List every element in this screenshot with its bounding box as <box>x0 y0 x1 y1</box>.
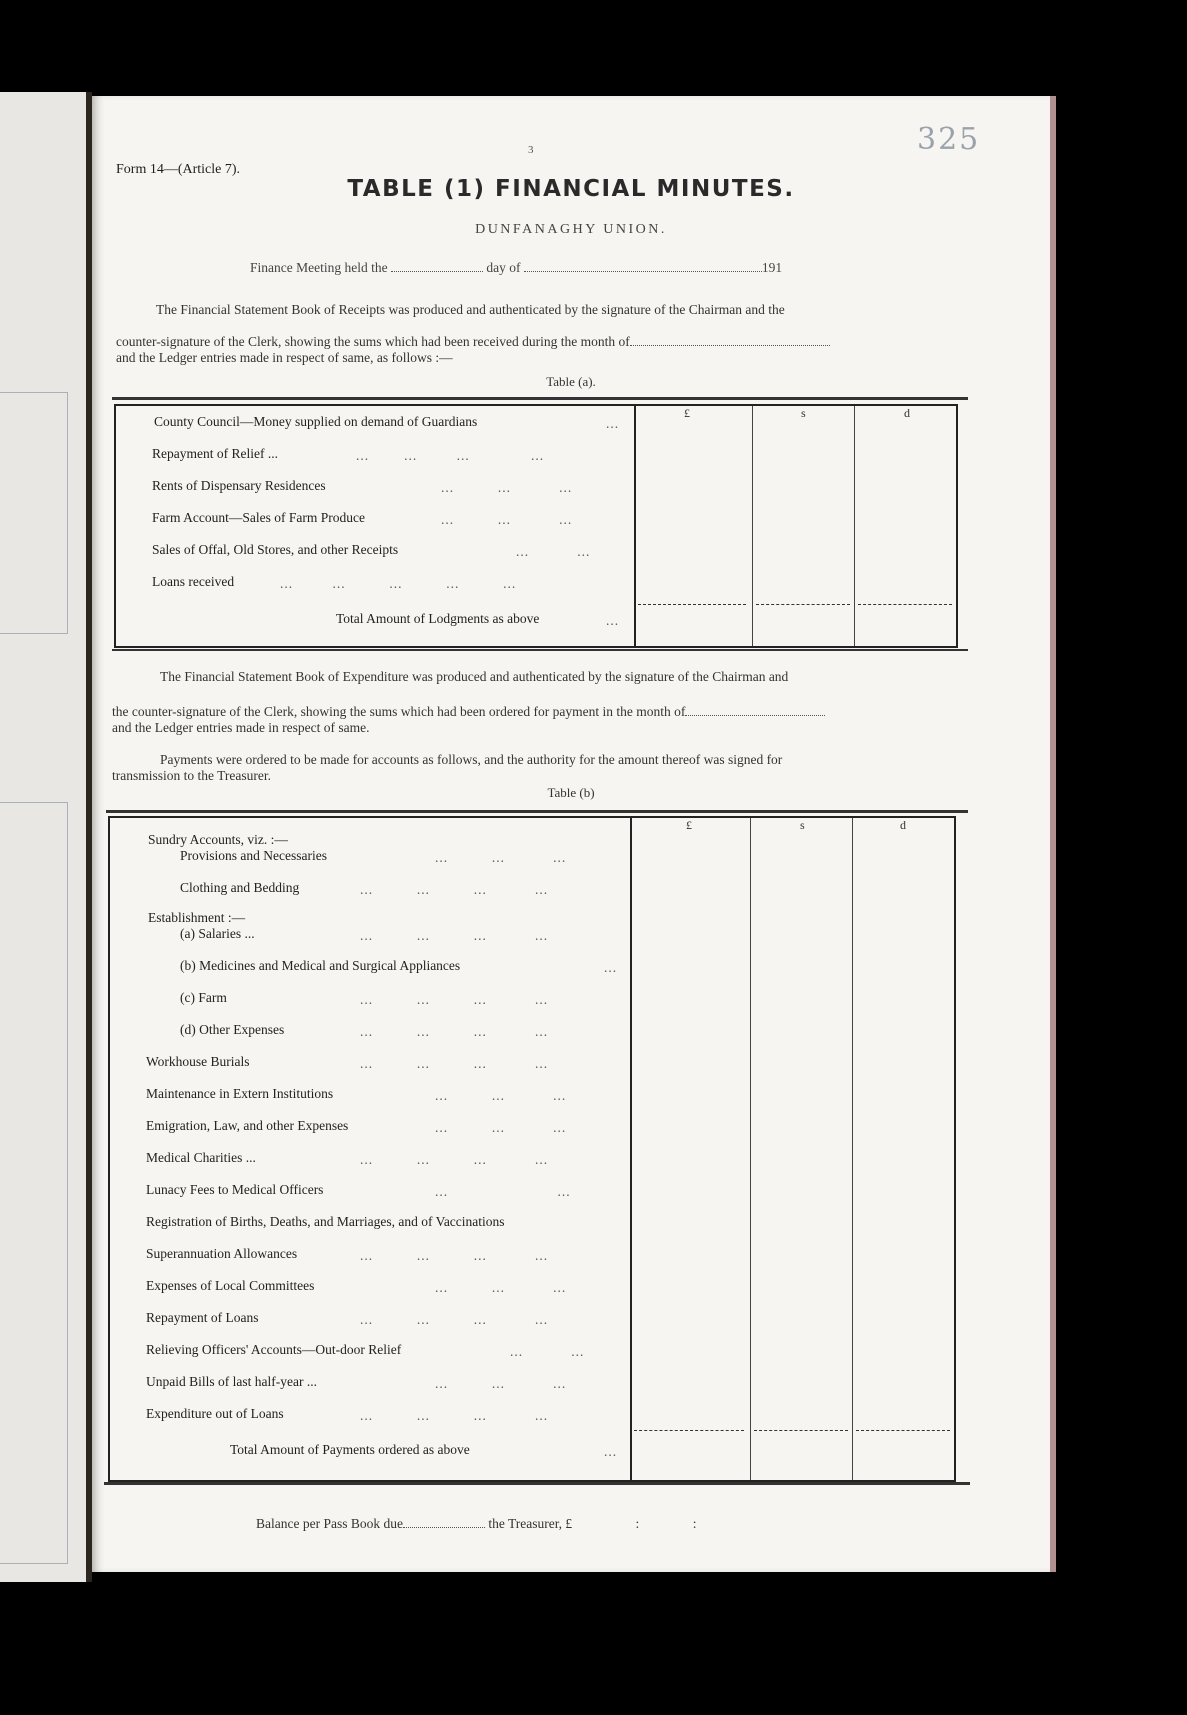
pence-column-divider <box>852 818 853 1480</box>
table-b-row: Lunacy Fees to Medical Officers <box>146 1182 324 1197</box>
receipts-para-line2: counter-signature of the Clerk, showing the sums which had been received during the month of <box>116 334 830 350</box>
receipts-para-line1: The Financial Statement Book of Receipts was produced and authenticated by the signature of the Chairman and the <box>156 302 785 317</box>
payments-para-line1: Payments were ordered to be made for accounts as follows, and the authority for the amount thereof was signed for <box>160 752 783 767</box>
subtotal-rule <box>634 1430 744 1431</box>
shilling-header: s <box>801 406 806 420</box>
month-blank[interactable] <box>524 260 762 272</box>
meeting-line <box>250 260 782 276</box>
receipts-month-blank[interactable] <box>630 334 830 346</box>
table-b-row: Registration of Births, Deaths, and Marriages, and of Vaccinations <box>146 1214 505 1229</box>
day-blank[interactable] <box>391 260 483 272</box>
table-a-row: Farm Account—Sales of Farm Produce <box>152 510 365 525</box>
subtotal-rule <box>856 1430 950 1431</box>
table-b-total: Total Amount of Payments ordered as above <box>230 1442 470 1457</box>
table-a-bottom-rule <box>112 649 968 651</box>
balance-blank[interactable] <box>403 1516 485 1528</box>
pound-header: £ <box>686 818 692 832</box>
table-b-bottom-rule <box>104 1482 970 1485</box>
meeting-year: 191 <box>761 260 783 275</box>
form-reference: Form 14—(Article 7). <box>116 162 241 177</box>
table-b-row: Superannuation Allowances <box>146 1246 298 1261</box>
meeting-mid: day of <box>486 260 521 275</box>
facing-table-frame <box>0 802 68 1564</box>
page-number: 325 <box>917 122 981 157</box>
money-column-divider <box>630 818 632 1480</box>
shilling-column-divider <box>750 818 751 1480</box>
table-a-row: Loans received <box>152 574 235 589</box>
shilling-column-divider <box>752 406 753 646</box>
pound-header: £ <box>684 406 690 420</box>
table-a-row: County Council—Money supplied on demand of Guardians <box>154 414 478 429</box>
expenditure-para-line1: The Financial Statement Book of Expenditure was produced and authenticated by the signature of the Chairman and <box>160 669 789 684</box>
table-b-row: Medical Charities ... <box>146 1150 256 1165</box>
table-b-row: Emigration, Law, and other Expenses <box>146 1118 349 1133</box>
table-b-row: Expenditure out of Loans <box>146 1406 284 1421</box>
table-b-row: Sundry Accounts, viz. :— <box>148 832 288 847</box>
table-b-row: (d) Other Expenses <box>180 1022 285 1037</box>
table-b-caption: Table (b) <box>547 785 595 800</box>
table-a: £ s d County Council—Money supplied on demand of Guardians Repayment of Relief ... Rents of Dispensary Residences Farm Account—Sales of Farm Produce Sales of Offal, Old Stores, and other Receipts Loans received Total Amount of Lodgments as above ... ... ... ... ... ... ... ... ... ... ... ... ... ... ... ... ... ... ... <box>114 404 958 648</box>
meeting-prefix: Finance Meeting held the <box>250 260 388 275</box>
table-a-row: Sales of Offal, Old Stores, and other Receipts <box>152 542 399 557</box>
expenditure-para-line2: the counter-signature of the Clerk, showing the sums which had been ordered for payment in the month of <box>112 704 825 720</box>
subtotal-rule <box>756 604 850 605</box>
expenditure-month-blank[interactable] <box>685 704 825 716</box>
table-a-row: Repayment of Relief ... <box>152 446 278 461</box>
facing-page <box>0 92 92 1582</box>
balance-sep1: : <box>635 1516 640 1531</box>
union-name: DUNFANAGHY UNION. <box>475 222 667 237</box>
table-b-row: Unpaid Bills of last half-year ... <box>146 1374 317 1389</box>
table-b-row: Relieving Officers' Accounts—Out-door Relief <box>146 1342 402 1357</box>
ledger-page <box>92 96 1050 1572</box>
table-a-rule <box>112 397 968 400</box>
table-b-row: Establishment :— <box>148 910 246 925</box>
table-b-row: (a) Salaries ... <box>180 926 255 941</box>
pence-header: d <box>904 406 910 420</box>
sheet-number: 3 <box>528 144 534 156</box>
balance-line <box>256 1516 696 1532</box>
table-a-row: Rents of Dispensary Residences <box>152 478 326 493</box>
balance-suffix: the Treasurer, £ <box>488 1516 573 1531</box>
subtotal-rule <box>754 1430 848 1431</box>
balance-prefix: Balance per Pass Book due <box>256 1516 403 1531</box>
page-edge <box>1050 96 1056 1572</box>
table-b-row: (c) Farm <box>180 990 227 1005</box>
balance-sep2: : <box>692 1516 697 1531</box>
table-b-row: Expenses of Local Committees <box>146 1278 315 1293</box>
subtotal-rule <box>858 604 952 605</box>
page-title: TABLE (1) FINANCIAL MINUTES. <box>347 176 795 202</box>
facing-table-frame <box>0 392 68 634</box>
shilling-header: s <box>800 818 805 832</box>
table-b-row: (b) Medicines and Medical and Surgical Appliances <box>180 958 461 973</box>
table-a-caption: Table (a). <box>546 374 596 389</box>
table-b-row: Maintenance in Extern Institutions <box>146 1086 334 1101</box>
pence-column-divider <box>854 406 855 646</box>
money-column-divider <box>634 406 636 646</box>
expenditure-para-line3: and the Ledger entries made in respect of same. <box>112 720 370 735</box>
table-b: £ s d Sundry Accounts, viz. :— Provisions and Necessaries Clothing and Bedding Establishment :— (a) Salaries ... (b) Medicines and Medical and Surgical Appliances (c) Farm (d) Other Expenses Workhouse Burials Maintenance in Extern Institutions Emigration, Law, and other Expenses Medical Charities ... Lunacy Fees to Medical Officers Registration of Births, Deaths, and Marriages, and of Vaccinations Superannuation Allowances Expenses of Local Committees Repayment of Loans Relieving Officers' Accounts—Out-door Relief Unpaid Bills of last half-year ... Expenditure out of Loans Total Amount of Payments ordered as above ... ... ... ... ... ... ... ... ... ... ... ... ... ... ... ... ... ... ... ... ... ... ... ... ... ... ... ... ... ... ... ... ... ... ... ... ... ... ... ... ... ... ... ... ... ... ... ... ... ... ... ... ... ... ... ... ... <box>108 816 956 1482</box>
table-b-row: Repayment of Loans <box>146 1310 259 1325</box>
table-b-row: Provisions and Necessaries <box>180 848 327 863</box>
subtotal-rule <box>638 604 746 605</box>
receipts-para-line3: and the Ledger entries made in respect of same, as follows :— <box>116 350 453 365</box>
table-b-rule <box>106 810 968 813</box>
table-b-row: Workhouse Burials <box>146 1054 250 1069</box>
table-a-total: Total Amount of Lodgments as above <box>336 611 540 626</box>
payments-para-line2: transmission to the Treasurer. <box>112 768 271 783</box>
table-b-row: Clothing and Bedding <box>180 880 300 895</box>
pence-header: d <box>900 818 906 832</box>
